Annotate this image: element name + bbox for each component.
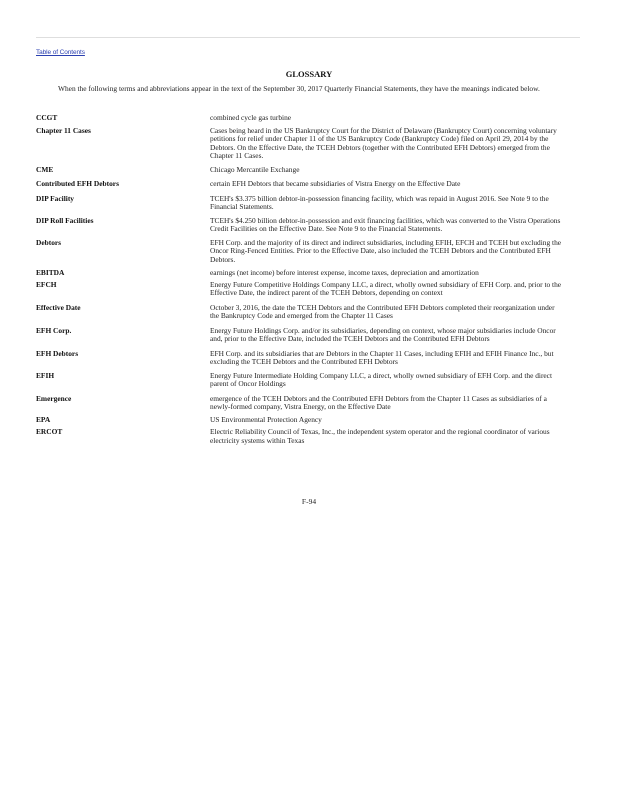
page-title: GLOSSARY: [285, 69, 333, 79]
glossary-definition: Cases being heard in the US Bankruptcy Court for the District of Delaware (Bankruptcy Court) concerning voluntary petitions for relief under Chapter 11 of the US Bankruptcy Code (Bankruptcy Code) filed on April 29, 2014 by the Debtors. On the Effective Date, the TCEH Debtors (together with the Contributed EFH Debtors) emerged from the Chapter 11 Cases.: [210, 125, 557, 160]
glossary-definition: Energy Future Holdings Corp. and/or its subsidiaries, depending on context, whose major subsidiaries include Oncor and, prior to the Effective Date, included the TCEH Debtors and the Contributed EFH Debtors: [210, 325, 556, 343]
glossary-entry-cme: [36, 166, 576, 175]
glossary-definition: US Environmental Protection Agency: [210, 414, 322, 424]
glossary-term: CCGT: [36, 113, 58, 122]
glossary-definition: earnings (net income) before interest expense, income taxes, depreciation and amortization: [210, 268, 479, 277]
glossary-entry-ercot: [36, 428, 576, 445]
glossary-term: DIP Facility: [36, 193, 74, 203]
glossary-term: Effective Date: [36, 302, 81, 312]
table-of-contents-link[interactable]: [36, 49, 105, 56]
glossary-definition: EFH Corp. and its subsidiaries that are Debtors in the Chapter 11 Cases, including EFIH and EFIH Finance Inc., but excluding the TCEH Debtors and the Contributed EFH Debtors: [210, 348, 554, 366]
glossary-term: EBITDA: [36, 268, 65, 277]
glossary-term: EFH Debtors: [36, 348, 79, 358]
glossary-term: DIP Roll Facilities: [36, 215, 94, 225]
glossary-definition: Chicago Mercantile Exchange: [210, 164, 300, 174]
glossary-definition: EFH Corp. and the majority of its direct and indirect subsidiaries, including EFIH, EFCH and TCEH but excluding the Oncor Ring-Fenced Entities. Prior to the Effective Date, also included the TCEH Debtors and the Contributed EFH Debtors.: [210, 237, 562, 264]
glossary-definition: TCEH's $4.250 billion debtor-in-possession and exit financing facilities, which was converted to the Vistra Operations Credit Facilities on the Effective Date. See Note 9 to the Financial Statements.: [210, 215, 561, 233]
glossary-definition: combined cycle gas turbine: [210, 113, 292, 122]
intro-paragraph: When the following terms and abbreviations appear in the text of the September 30, 2017 Quarterly Financial Statements, they have the meanings indicated below.: [58, 84, 540, 93]
glossary-definition: October 3, 2016, the date the TCEH Debtors and the Contributed EFH Debtors completed their reorganization under the Bankruptcy Code and emerged from the Chapter 11 Cases: [210, 302, 555, 320]
glossary-entry-ccgt: [36, 114, 576, 123]
glossary-list: [36, 114, 576, 445]
glossary-entry-efch: [36, 281, 576, 298]
glossary-entry-efh-debtors: [36, 350, 576, 367]
glossary-entry-ebitda: [36, 269, 576, 278]
glossary-term: EFCH: [36, 279, 57, 289]
glossary-definition: certain EFH Debtors that became subsidiaries of Vistra Energy on the Effective Date: [210, 179, 461, 188]
glossary-definition: TCEH's $3.375 billion debtor-in-possession financing facility, which was repaid in August 2016. See Note 9 to the Financial Statements.: [210, 193, 549, 211]
glossary-entry-effective-date: [36, 304, 576, 321]
glossary-term: EPA: [36, 414, 51, 424]
glossary-definition: emergence of the TCEH Debtors and the Contributed EFH Debtors from the Chapter 11 Cases as subsidiaries of a newly-formed company, Vistra Energy, on the Effective Date: [210, 393, 547, 411]
toc-link-label: Table of Contents: [36, 49, 85, 56]
glossary-definition: Energy Future Intermediate Holding Company LLC, a direct, wholly owned subsidiary of EFH Corp. and the direct parent of Oncor Holdings: [210, 370, 553, 388]
glossary-entry-epa: [36, 416, 576, 425]
page-number: F-94: [301, 497, 317, 506]
glossary-entry-debtors: [36, 239, 576, 265]
glossary-entry-dip-roll-facilities: [36, 217, 576, 234]
glossary-term: Contributed EFH Debtors: [36, 179, 119, 188]
glossary-definition: Electric Reliability Council of Texas, Inc., the independent system operator and the regional coordinator of various electricity systems within Texas: [210, 427, 550, 445]
glossary-term: Debtors: [36, 237, 62, 247]
top-divider: [36, 37, 580, 38]
glossary-term: ERCOT: [36, 427, 63, 436]
glossary-entry-contributed-efh-debtors: [36, 180, 576, 189]
glossary-definition: Energy Future Competitive Holdings Company LLC, a direct, wholly owned subsidiary of EFH Corp. and, prior to the Effective Date, the indirect parent of the TCEH Debtors, depending on context: [210, 279, 562, 297]
glossary-term: CME: [36, 164, 54, 174]
glossary-term: EFH Corp.: [36, 325, 72, 335]
glossary-entry-efh-corp: [36, 327, 576, 344]
glossary-term: Emergence: [36, 393, 72, 403]
glossary-term: EFIH: [36, 370, 55, 380]
glossary-entry-emergence: [36, 395, 576, 412]
glossary-entry-dip-facility: [36, 195, 576, 212]
glossary-entry-chapter-11-cases: [36, 127, 576, 161]
glossary-term: Chapter 11 Cases: [36, 125, 91, 135]
glossary-entry-efih: [36, 372, 576, 389]
